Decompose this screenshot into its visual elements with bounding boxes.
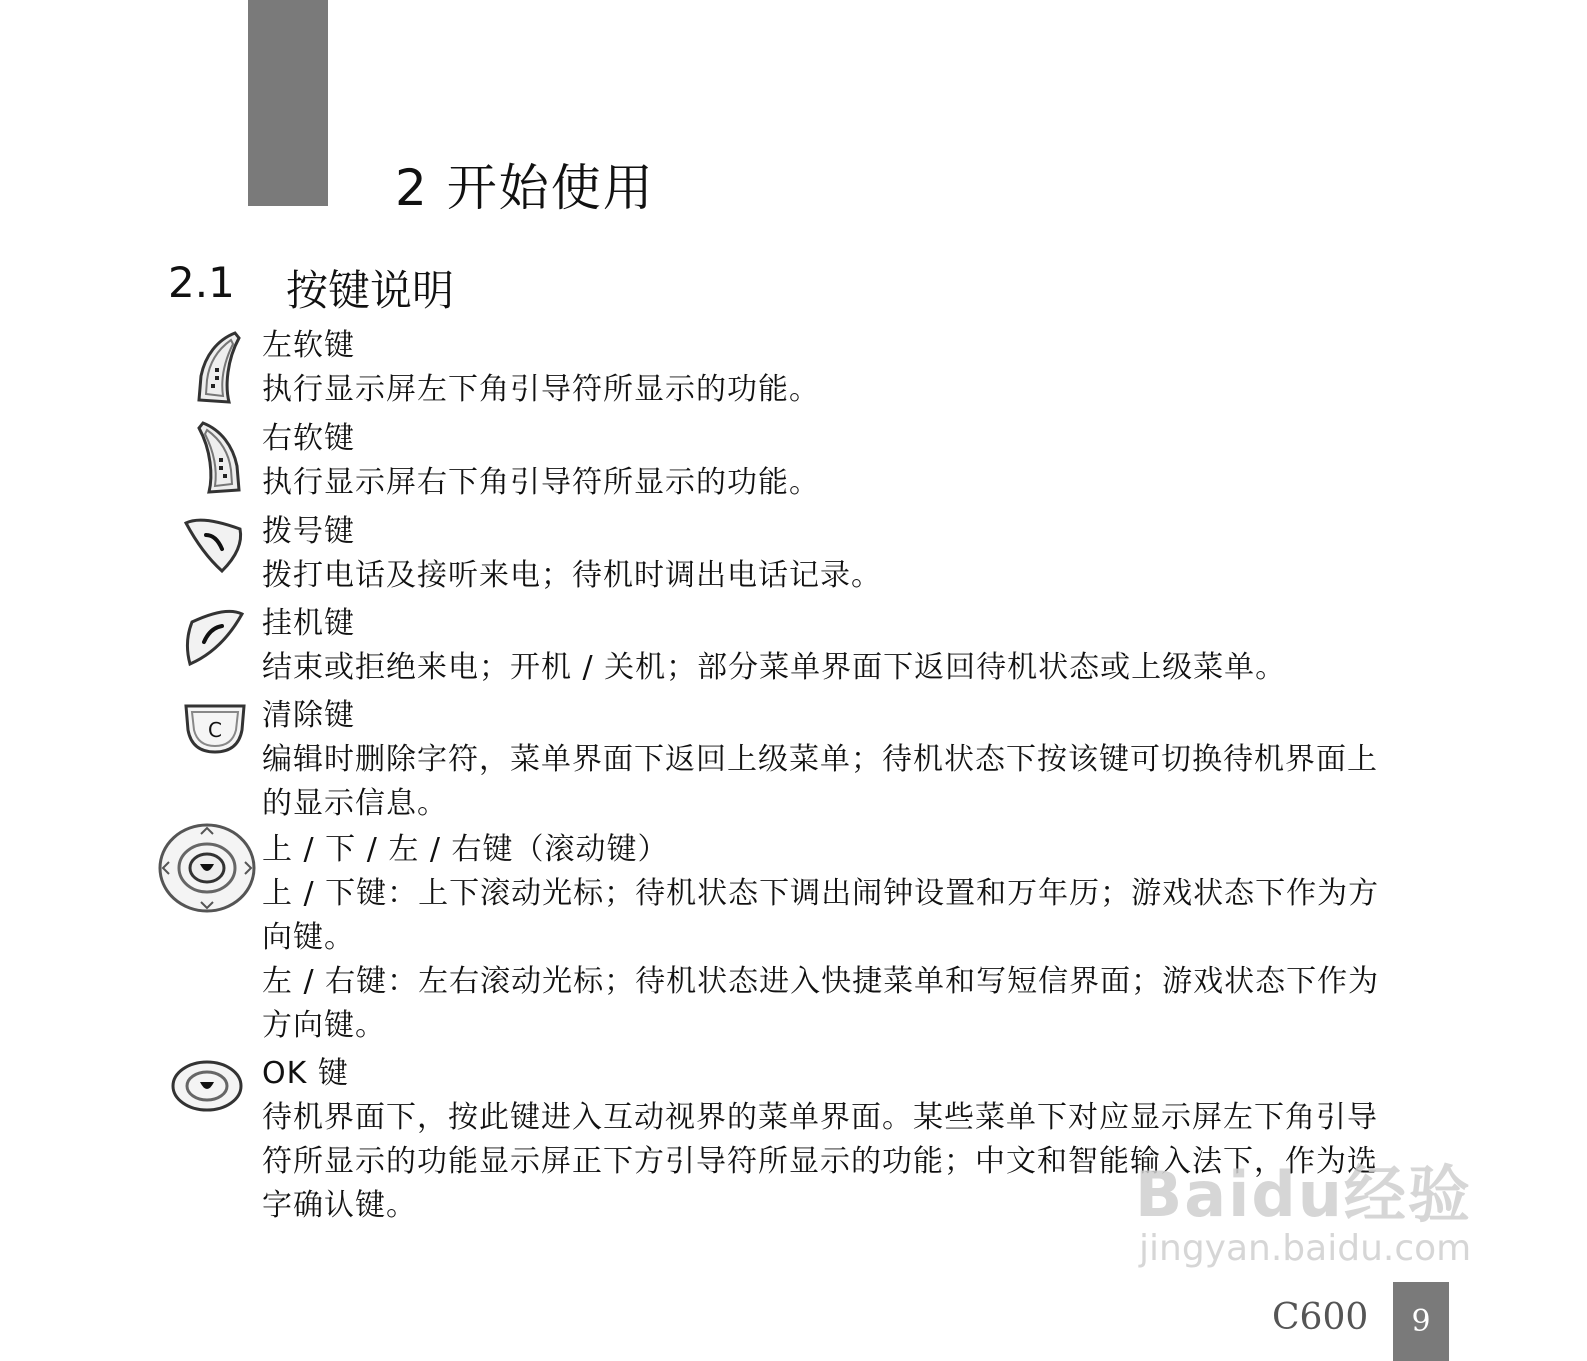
chapter-title: 2 开始使用 [395, 159, 655, 217]
section-title: 按键说明 [286, 266, 455, 315]
key-desc: 的显示信息。 [262, 786, 448, 821]
key-name: 拨号键 [262, 514, 355, 549]
clear-key-icon [182, 700, 248, 756]
key-name: 清除键 [262, 698, 355, 733]
model-name: C600 [1272, 1297, 1369, 1338]
key-item-end [262, 602, 1447, 690]
section-number: 2.1 [168, 258, 235, 307]
key-desc: 结束或拒绝来电；开机 / 关机；部分菜单界面下返回待机状态或上级菜单。 [262, 650, 1287, 685]
call-key-icon [182, 513, 246, 575]
key-desc: 向键。 [262, 920, 355, 955]
key-item-navigation [262, 828, 1447, 1048]
watermark-brand: Baidu经验 [1135, 1158, 1472, 1231]
key-item-left-soft [262, 324, 1447, 412]
key-name: 右软键 [262, 421, 355, 456]
chapter-marker-bar [248, 0, 328, 206]
right-soft-key-icon [195, 420, 243, 496]
key-desc: 左 / 右键：左右滚动光标；待机状态进入快捷菜单和写短信界面；游戏状态下作为 [262, 964, 1380, 999]
key-name: 左软键 [262, 328, 355, 363]
key-desc: 拨打电话及接听来电；待机时调出电话记录。 [262, 558, 882, 593]
page-number: 9 [1393, 1282, 1449, 1361]
baidu-watermark [1135, 1145, 1472, 1269]
key-item-right-soft [262, 417, 1447, 505]
key-desc: 方向键。 [262, 1008, 386, 1043]
watermark-url: jingyan.baidu.com [1139, 1228, 1472, 1269]
key-name: 上 / 下 / 左 / 右键（滚动键） [262, 832, 669, 867]
key-desc: 字确认键。 [262, 1188, 417, 1223]
svg-text:C: C [208, 718, 222, 742]
end-key-icon [182, 606, 246, 668]
key-item-clear [262, 694, 1447, 826]
key-desc: 符所显示的功能显示屏正下方引导符所显示的功能；中文和智能输入法下，作为选 [262, 1144, 1378, 1179]
navigation-key-icon [157, 822, 257, 914]
key-desc: 待机界面下，按此键进入互动视界的菜单界面。某些菜单下对应显示屏左下角引导 [262, 1100, 1378, 1135]
key-desc: 编辑时删除字符，菜单界面下返回上级菜单；待机状态下按该键可切换待机界面上 [262, 742, 1378, 777]
key-desc: 上 / 下键：上下滚动光标；待机状态下调出闹钟设置和万年历；游戏状态下作为方 [262, 876, 1380, 911]
key-desc: 执行显示屏右下角引导符所显示的功能。 [262, 465, 820, 500]
key-name: 挂机键 [262, 606, 355, 641]
key-desc: 执行显示屏左下角引导符所显示的功能。 [262, 372, 820, 407]
left-soft-key-icon [195, 330, 243, 406]
section-heading [168, 258, 454, 318]
ok-key-icon [170, 1058, 244, 1114]
key-item-call [262, 510, 1447, 598]
key-name: OK 键 [262, 1056, 349, 1091]
